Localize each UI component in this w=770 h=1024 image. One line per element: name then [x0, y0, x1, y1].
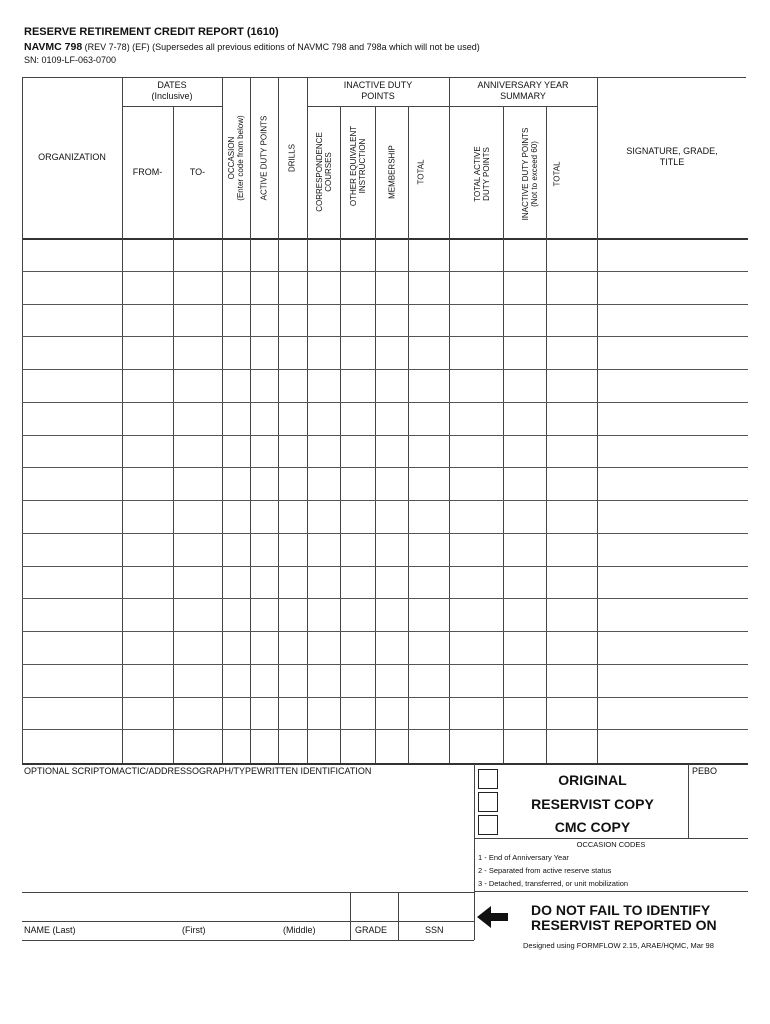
- table-row[interactable]: [22, 534, 748, 567]
- inactive-duty-header: [307, 80, 449, 102]
- inactive-duty-label: INACTIVE DUTY: [343, 80, 413, 90]
- table-row[interactable]: [22, 370, 748, 403]
- drills-header: DRILLS: [287, 143, 297, 173]
- ssn-field[interactable]: [399, 893, 474, 921]
- form-id: NAVMC 798: [24, 41, 83, 53]
- grade-label: GRADE: [355, 925, 388, 935]
- name-last-label: NAME (Last): [24, 925, 76, 935]
- reservist-copy-label: RESERVIST COPY: [531, 796, 654, 812]
- table-row[interactable]: [22, 730, 748, 763]
- cmc-copy-checkbox[interactable]: [478, 815, 498, 835]
- total-active-label: TOTAL ACTIVE: [473, 146, 482, 202]
- occasion-label: OCCASION: [227, 136, 236, 180]
- form-title: RESERVE RETIREMENT CREDIT REPORT (1610): [24, 26, 279, 38]
- name-last-field[interactable]: [22, 893, 350, 921]
- occasion-code-2: 2 - Separated from active reserve status: [478, 866, 612, 875]
- inactive-duty-points-label: POINTS: [361, 91, 395, 101]
- table-row[interactable]: [22, 665, 748, 698]
- table-row[interactable]: [22, 567, 748, 600]
- form-revision-line: [24, 41, 480, 53]
- reservist-copy-checkbox[interactable]: [478, 792, 498, 812]
- to-header: TO-: [189, 167, 206, 177]
- occasion-header: [227, 115, 245, 200]
- correspondence-header: [315, 132, 333, 212]
- inactive-duty-points-summary-label: INACTIVE DUTY POINTS: [521, 127, 530, 221]
- table-row[interactable]: [22, 632, 748, 665]
- table-row[interactable]: [22, 272, 748, 305]
- form-revision: (REV 7-78) (EF) (Supersedes all previous editions of NAVMC 798 and 798a which will not be used): [84, 42, 480, 52]
- signature-header: [597, 146, 747, 168]
- duty-points-label: DUTY POINTS: [482, 147, 491, 201]
- dates-inclusive-label: (Inclusive): [151, 91, 193, 101]
- organization-header: ORGANIZATION: [38, 152, 106, 162]
- inactive-duty-summary-header: [521, 128, 539, 221]
- total-summary-header: TOTAL: [552, 161, 562, 187]
- anniversary-header: [449, 80, 597, 102]
- original-checkbox[interactable]: [478, 769, 498, 789]
- name-first-label: (First): [182, 925, 206, 935]
- summary-label: SUMMARY: [500, 91, 546, 101]
- footer-designed: Designed using FORMFLOW 2.15, ARAE/HQMC, Mar 98: [523, 941, 714, 950]
- occasion-codes-title: OCCASION CODES: [576, 840, 646, 849]
- signature-label: SIGNATURE, GRADE,: [626, 146, 718, 156]
- warning-line-2: RESERVIST REPORTED ON: [531, 917, 717, 933]
- dates-header-label: DATES: [157, 80, 187, 90]
- other-equivalent-label: OTHER EQUIVALENT: [349, 125, 358, 207]
- table-row[interactable]: [22, 501, 748, 534]
- cmc-copy-label: CMC COPY: [554, 819, 631, 835]
- table-row[interactable]: [22, 239, 748, 272]
- membership-header: MEMBERSHIP: [387, 145, 397, 199]
- warning-line-1: DO NOT FAIL TO IDENTIFY: [531, 902, 711, 918]
- pebo-label: PEBO: [692, 766, 718, 776]
- title-label: TITLE: [659, 157, 685, 167]
- correspondence-label: CORRESPONDENCE: [315, 132, 324, 212]
- total-inactive-header: TOTAL: [416, 159, 426, 185]
- table-row[interactable]: [22, 698, 748, 731]
- table-row[interactable]: [22, 599, 748, 632]
- table-row[interactable]: [22, 305, 748, 338]
- instruction-label: INSTRUCTION: [358, 138, 367, 194]
- occasion-hint: (Enter code from below): [236, 115, 245, 201]
- name-middle-label: (Middle): [283, 925, 316, 935]
- table-row[interactable]: [22, 337, 748, 370]
- grade-field[interactable]: [351, 893, 398, 921]
- dates-header: [122, 80, 222, 102]
- anniversary-label: ANNIVERSARY YEAR: [477, 80, 569, 90]
- identification-label: OPTIONAL SCRIPTOMACTIC/ADDRESSOGRAPH/TYPEWRITTEN IDENTIFICATION: [24, 766, 372, 776]
- not-exceed-label: (Not to exceed 60): [530, 141, 539, 207]
- table-row[interactable]: [22, 436, 748, 469]
- ssn-label: SSN: [425, 925, 444, 935]
- table-row[interactable]: [22, 403, 748, 436]
- arrow-left-icon: [477, 906, 509, 928]
- from-header: FROM-: [132, 167, 163, 177]
- other-instruction-header: [349, 126, 367, 206]
- original-label: ORIGINAL: [558, 772, 627, 788]
- table-row[interactable]: [22, 468, 748, 501]
- occasion-code-3: 3 - Detached, transferred, or unit mobilization: [478, 879, 629, 888]
- active-duty-points-header: ACTIVE DUTY POINTS: [259, 115, 269, 201]
- total-active-header: [473, 146, 491, 201]
- form-sn: SN: 0109-LF-063-0700: [24, 55, 117, 65]
- courses-label: COURSES: [324, 152, 333, 192]
- occasion-code-1: 1 - End of Anniversary Year: [478, 853, 569, 862]
